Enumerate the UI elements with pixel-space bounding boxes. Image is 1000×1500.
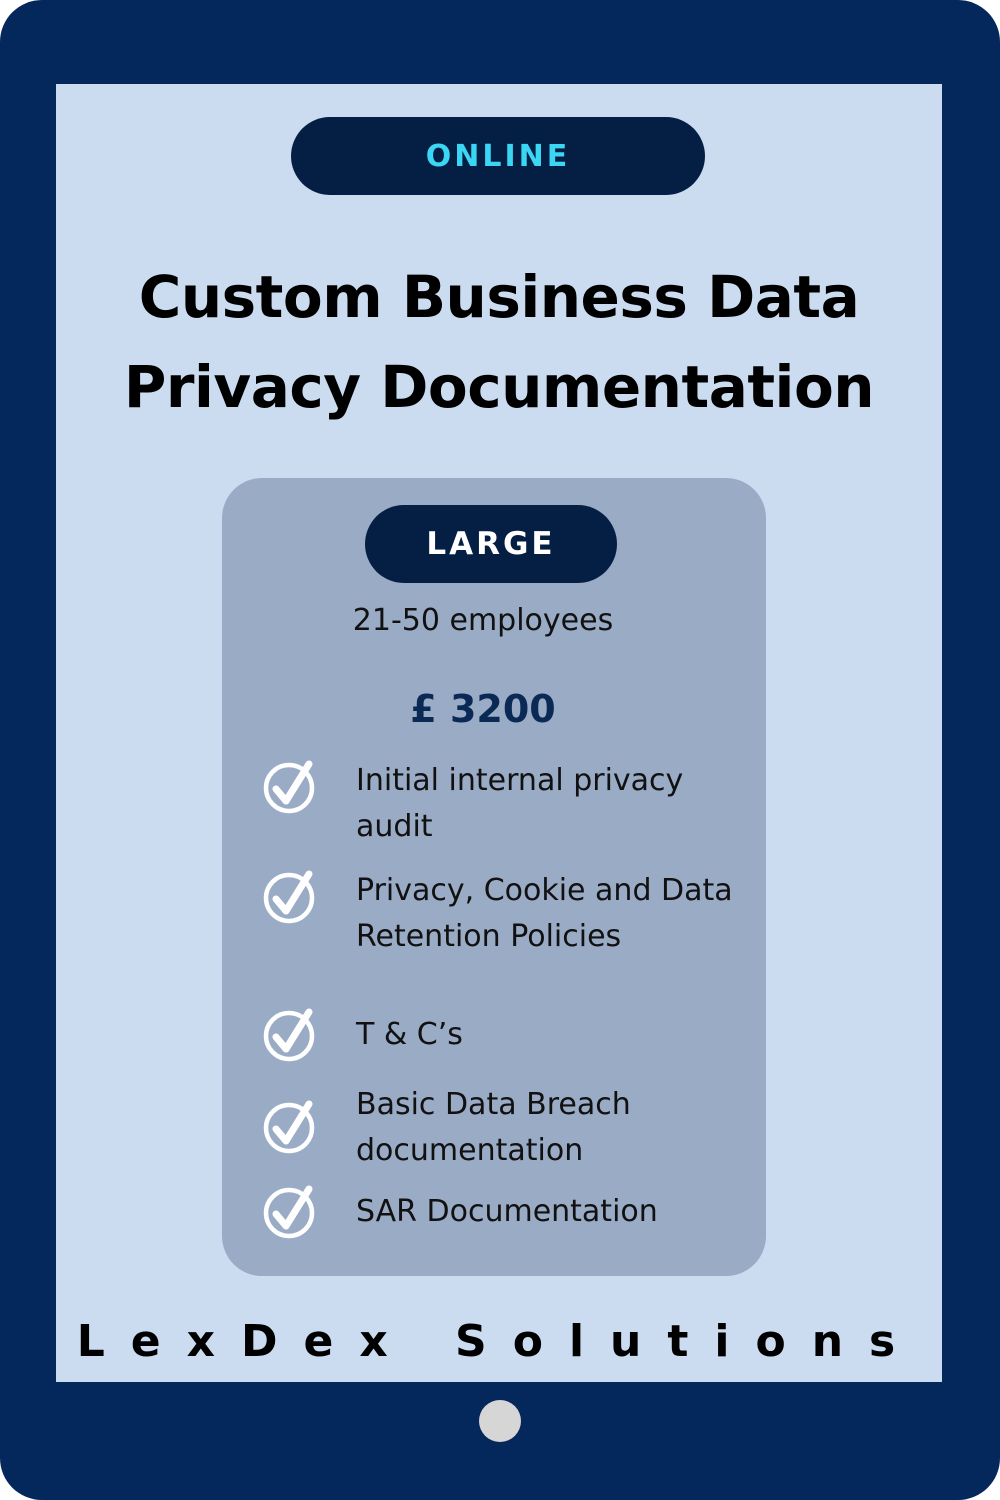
home-button[interactable] [479, 1400, 521, 1442]
checkmark-icon [262, 1183, 320, 1241]
plan-price: £ 3200 [410, 687, 556, 731]
checkmark-icon [262, 1006, 320, 1064]
page-title [56, 252, 942, 432]
plan-tier-badge: LARGE [365, 505, 617, 583]
checkmark-icon [262, 758, 320, 816]
feature-text: Initial internal privacy audit [356, 763, 684, 844]
checkmark-icon [262, 868, 320, 926]
title-line-1: Custom Business Data [138, 263, 860, 331]
checkmark-icon [262, 1098, 320, 1156]
online-badge: ONLINE [291, 117, 705, 195]
feature-text: Basic Data Breach documentation [356, 1087, 631, 1168]
feature-text: Privacy, Cookie and Data Retention Policies [356, 873, 733, 954]
feature-text: SAR Documentation [356, 1194, 658, 1229]
title-line-2: Privacy Documentation [123, 353, 875, 421]
employee-range: 21-50 employees [352, 603, 614, 638]
feature-text: T & C’s [356, 1017, 463, 1052]
brand-name: LexDex Solutions [76, 1316, 922, 1367]
